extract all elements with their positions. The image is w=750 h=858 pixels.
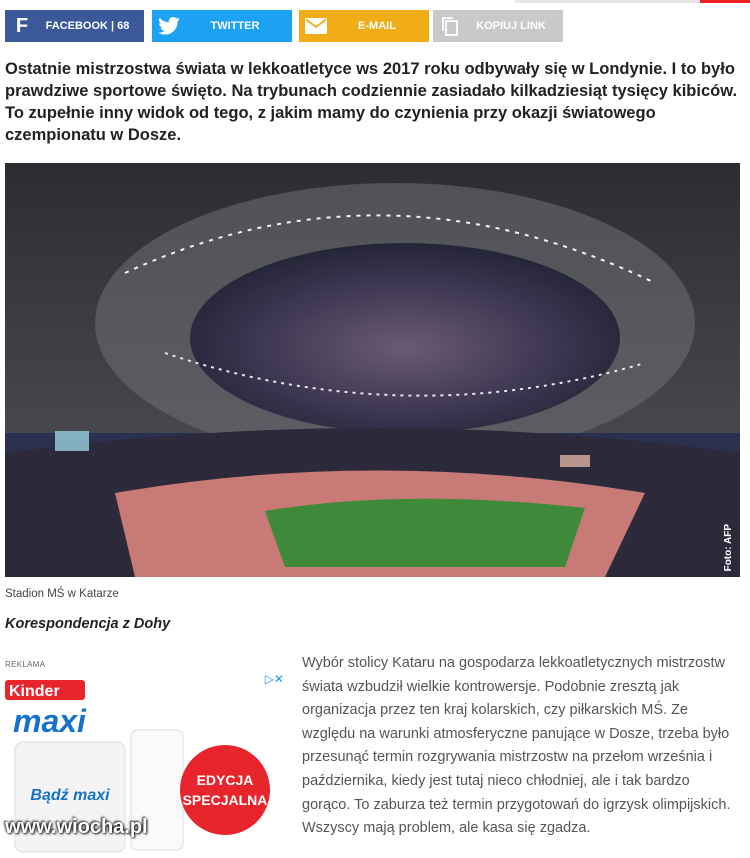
email-share-label: E-MAIL <box>358 20 396 32</box>
facebook-share-button[interactable] <box>5 10 144 42</box>
adchoices-icon[interactable]: ▷✕ <box>264 672 284 686</box>
twitter-share-label: TWITTER <box>210 20 260 32</box>
article-subhead: Korespondencja z Dohy <box>5 616 171 632</box>
share-bar <box>5 10 745 42</box>
stadium-illustration <box>5 163 740 577</box>
site-watermark: www.wiocha.pl <box>5 816 148 838</box>
ad-product-logo: maxi <box>13 703 86 739</box>
top-scroll-indicator <box>700 0 750 3</box>
ad-pack-slogan: Bądź maxi <box>30 787 110 804</box>
ad-badge-line2: SPECJALNA <box>182 792 268 808</box>
photo-caption: Stadion MŚ w Katarze <box>5 588 119 600</box>
copy-link-button[interactable] <box>433 10 563 42</box>
facebook-icon: F <box>15 14 29 37</box>
ad-badge-line1: EDYCJA <box>196 772 254 788</box>
photo-credit: Foto: AFP <box>723 523 734 571</box>
stadium-photo <box>5 163 740 577</box>
facebook-share-label: FACEBOOK | 68 <box>45 20 130 32</box>
ad-brand-logo: Kinder <box>9 683 60 700</box>
article-lead: Ostatnie mistrzostwa świata w lekkoatletyce ws 2017 roku odbywały się w Londynie. I to było prawdziwe sportowe święto. Na trybunach codziennie zasiadało kilkadziesiąt tysięcy kibiców. To zupełnie inny widok od tego, z jakim mamy do czynienia przy okazji światowego czempionatu w Dosze. <box>5 60 738 144</box>
copy-icon <box>433 10 467 42</box>
article-body: Wybór stolicy Kataru na gospodarza lekkoatletycznych mistrzostw świata wzbudził wielkie kontrowersje. Podobnie zresztą jak organizacja przez ten kraj kolarskich, czy piłkarskich MŚ. Ze względu na warunki atmosferyczne panujące w Dosze, trzeba było przesunąć termin rozgrywania mistrzostw na przełom września i października, kiedy jest tutaj nieco chłodniej, ale i tak bardzo gorąco. To zaburza też termin przygotowań do igrzysk olimpijskich. Wszyscy mają problem, ale kasa się zgadza. <box>302 655 731 837</box>
copy-link-label: KOPIUJ LINK <box>476 20 546 32</box>
twitter-bird-icon <box>152 10 186 42</box>
envelope-icon <box>299 10 333 42</box>
email-share-button[interactable] <box>299 10 429 42</box>
ad-label: REKLAMA <box>5 660 46 669</box>
twitter-share-button[interactable] <box>152 10 292 42</box>
